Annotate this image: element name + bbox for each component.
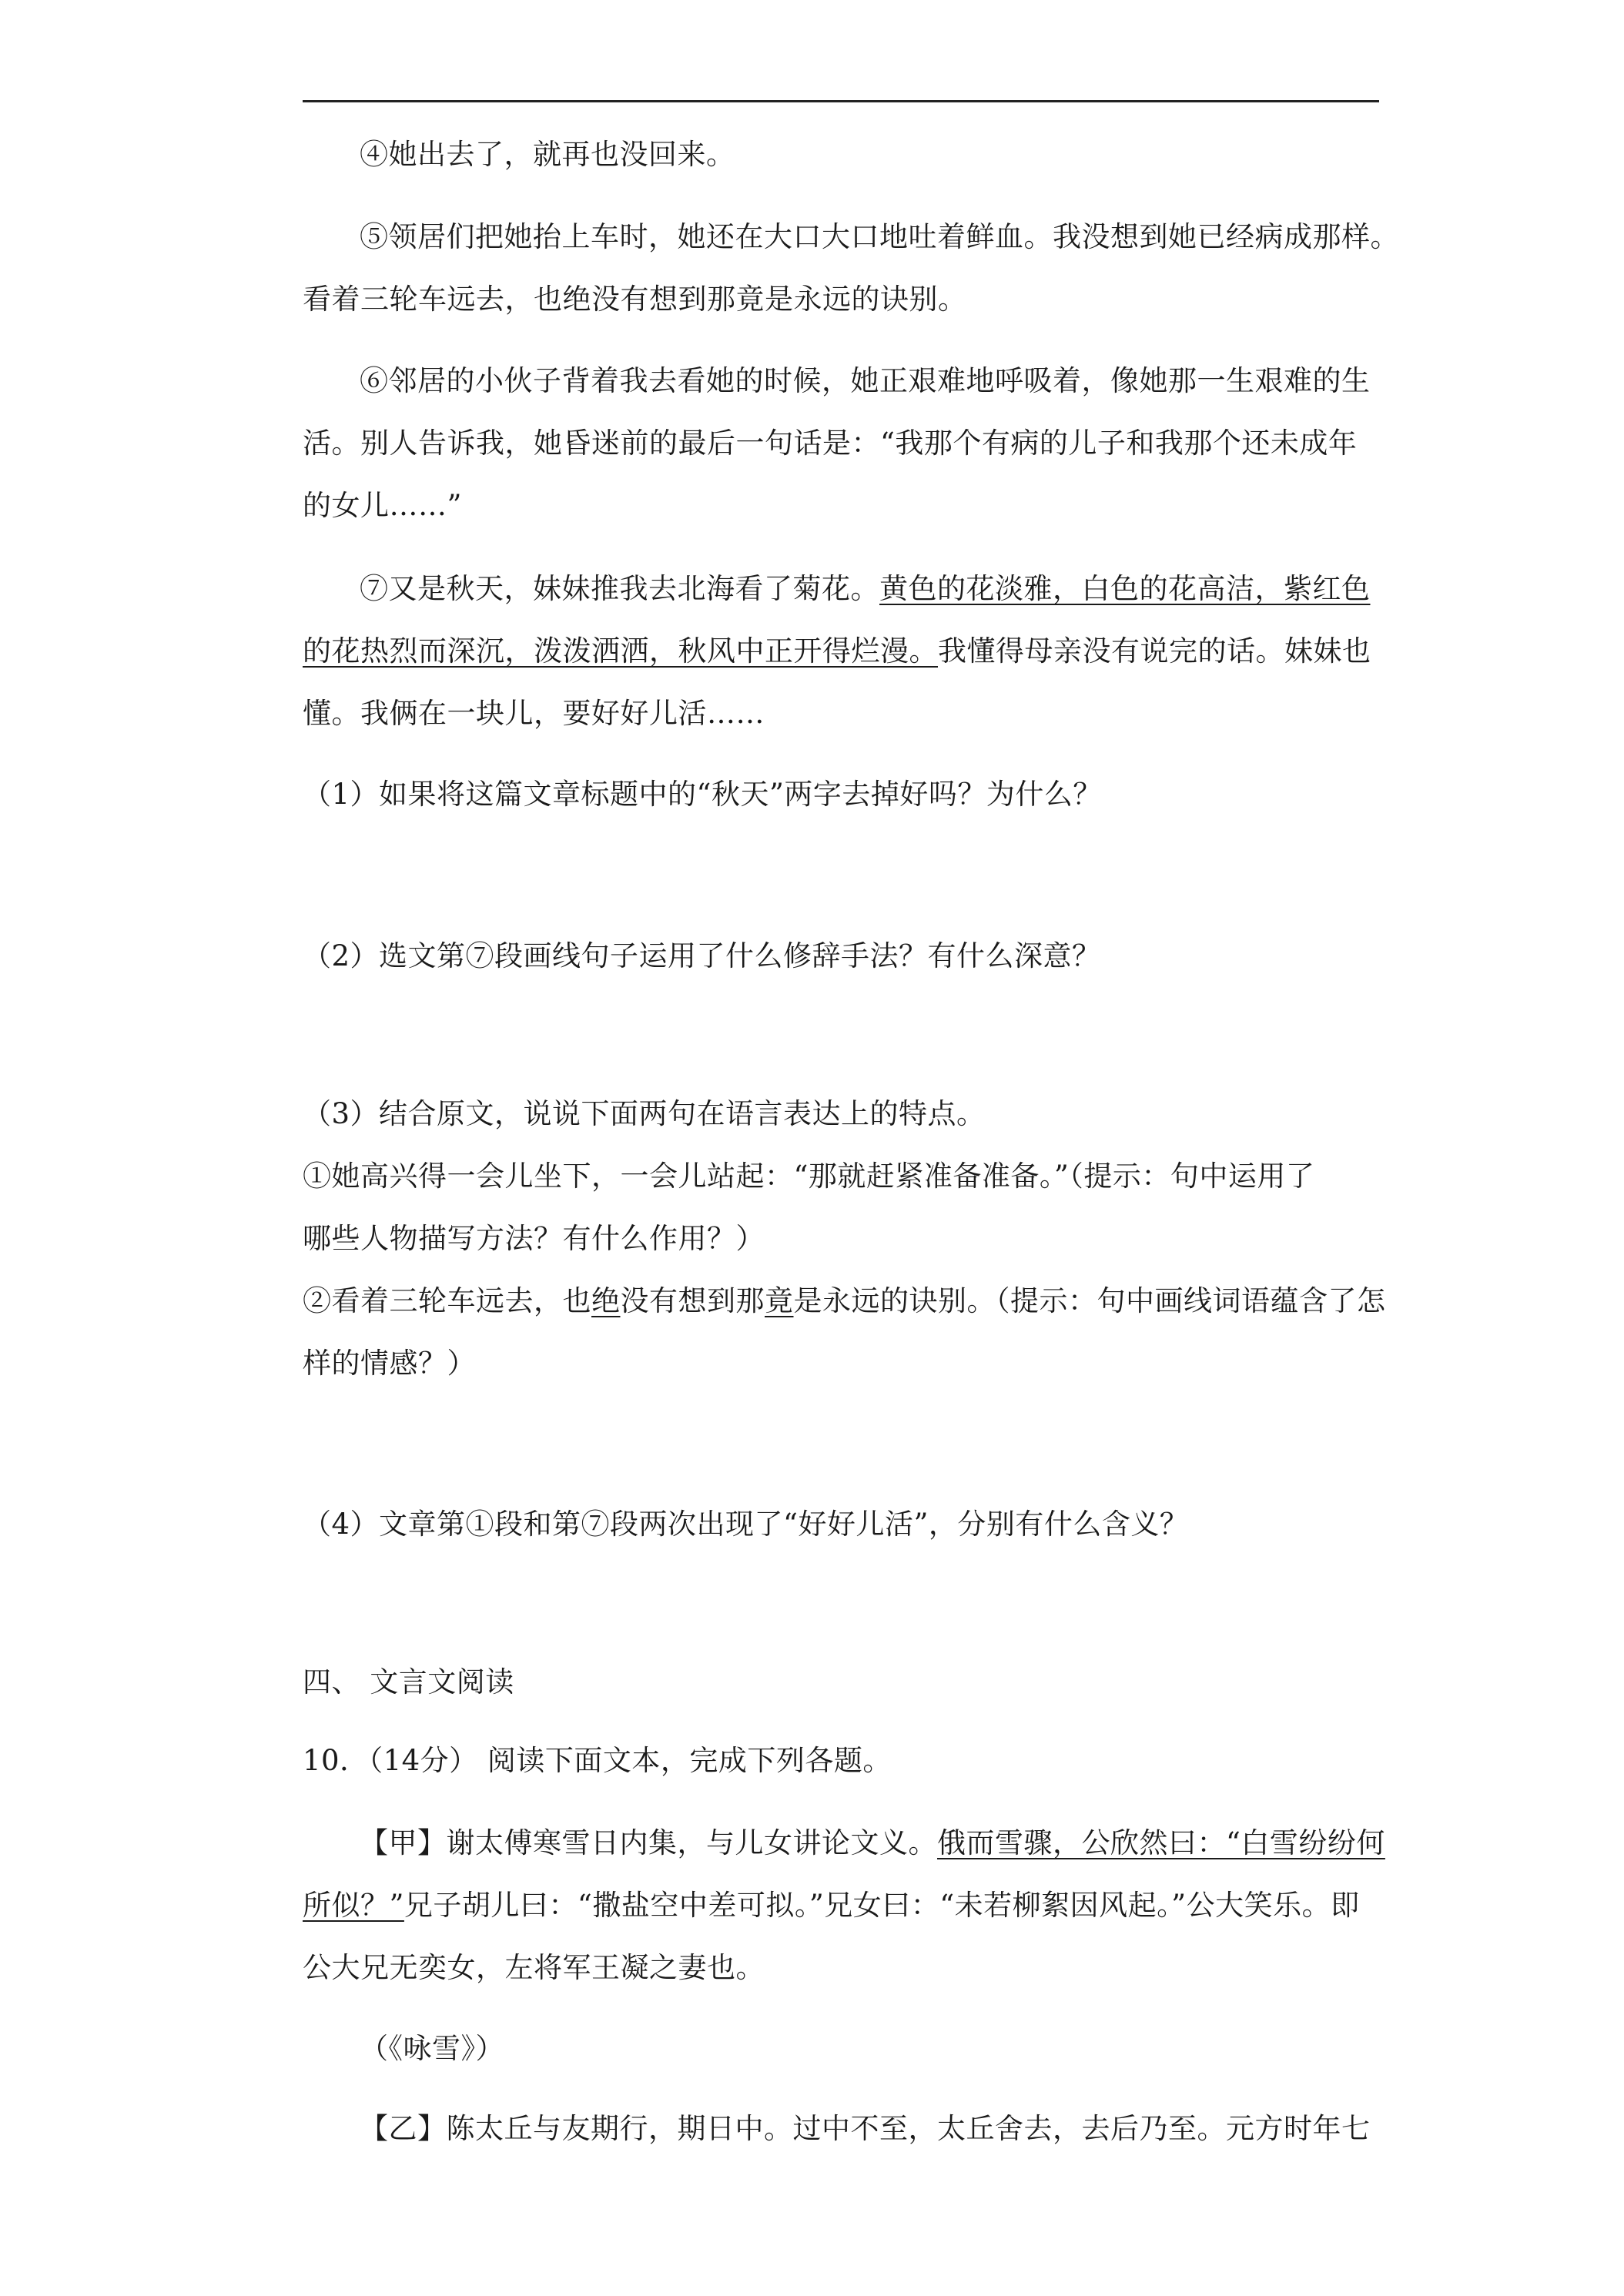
- paragraph-7-line-2: [303, 632, 1388, 671]
- text-jia-line-3: 公大兄无奕女，左将军王凝之妻也。: [303, 1951, 765, 1984]
- question-3-item-2-line-1: [303, 1282, 1388, 1320]
- paragraph-6-line-2: 活。别人告诉我，她昏迷前的最后一句话是：“我那个有病的儿子和我那个还未成年: [303, 427, 1358, 460]
- text-jia: 【甲】谢太傅寒雪日内集，与儿女讲论文义。: [360, 1826, 937, 1859]
- question-3-item-1-line-2: 哪些人物描写方法？有什么作用？）: [303, 1222, 765, 1255]
- underlined-sentence: 黄色的花淡雅，白色的花高洁，紫红色: [879, 572, 1371, 605]
- question-1: （1）如果将这篇文章标题中的“秋天”两字去掉好吗？为什么？: [303, 778, 1102, 811]
- text-jia-line-1: [360, 1824, 1445, 1863]
- question-3-item-1-line-1: ①她高兴得一会儿坐下，一会儿站起：“那就赶紧准备准备。”（提示：句中运用了: [303, 1160, 1315, 1193]
- question-3-item-2-text: ②看着三轮车远去，也: [303, 1284, 591, 1317]
- paragraph-7-line-1: [360, 570, 1445, 608]
- underlined-word: 绝: [591, 1284, 621, 1317]
- section-heading: 四、 文言文阅读: [303, 1665, 514, 1699]
- paragraph-6-line-3: 的女儿……”: [303, 489, 462, 522]
- question-4: （4）文章第①段和第⑦段两次出现了“好好儿活”，分别有什么含义？: [303, 1508, 1189, 1541]
- text-yi-line-1: 【乙】陈太丘与友期行，期日中。过中不至，太丘舍去，去后乃至。元方时年七: [360, 2112, 1371, 2145]
- underlined-sentence: 所似？”: [303, 1889, 404, 1922]
- paragraph-7-text: 我懂得母亲没有说完的话。妹妹也: [938, 634, 1371, 668]
- paragraph-7-text: ⑦又是秋天，妹妹推我去北海看了菊花。: [360, 572, 879, 605]
- question-3-item-2-line-2: 样的情感？）: [303, 1347, 476, 1380]
- header-rule: [303, 100, 1379, 102]
- question-10: 10．（14分） 阅读下面文本，完成下列各题。: [303, 1744, 892, 1777]
- text-jia: 兄子胡儿曰：“撒盐空中差可拟。”兄女曰：“未若柳絮因风起。”公大笑乐。即: [403, 1889, 1360, 1922]
- paragraph-7-line-3: 懂。我俩在一块儿，要好好儿活……: [303, 697, 765, 730]
- question-2: （2）选文第⑦段画线句子运用了什么修辞手法？有什么深意？: [303, 939, 1101, 972]
- question-3-item-2-text: 没有想到那: [620, 1284, 765, 1317]
- underlined-sentence: 俄而雪骤，公欣然曰：“白雪纷纷何: [937, 1826, 1385, 1859]
- underlined-word: 竟: [765, 1284, 794, 1317]
- paragraph-5-line-2: 看着三轮车远去，也绝没有想到那竟是永远的诀别。: [303, 283, 967, 316]
- question-3: （3）结合原文，说说下面两句在语言表达上的特点。: [303, 1097, 986, 1130]
- paragraph-5-line-1: ⑤领居们把她抬上车时，她还在大口大口地吐着鲜血。我没想到她已经病成那样。: [360, 220, 1399, 253]
- text-jia-line-2: [303, 1886, 1388, 1925]
- underlined-sentence: 的花热烈而深沉，泼泼洒洒，秋风中正开得烂漫。: [303, 634, 938, 668]
- paragraph-6-line-1: ⑥邻居的小伙子背着我去看她的时候，她正艰难地呼吸着，像她那一生艰难的生: [360, 364, 1371, 397]
- question-3-item-2-text: 是永远的诀别。（提示：句中画线词语蕴含了怎: [793, 1284, 1386, 1317]
- text-jia-source: （《咏雪》）: [360, 2032, 504, 2065]
- paragraph-4: ④她出去了，就再也没回来。: [360, 138, 735, 171]
